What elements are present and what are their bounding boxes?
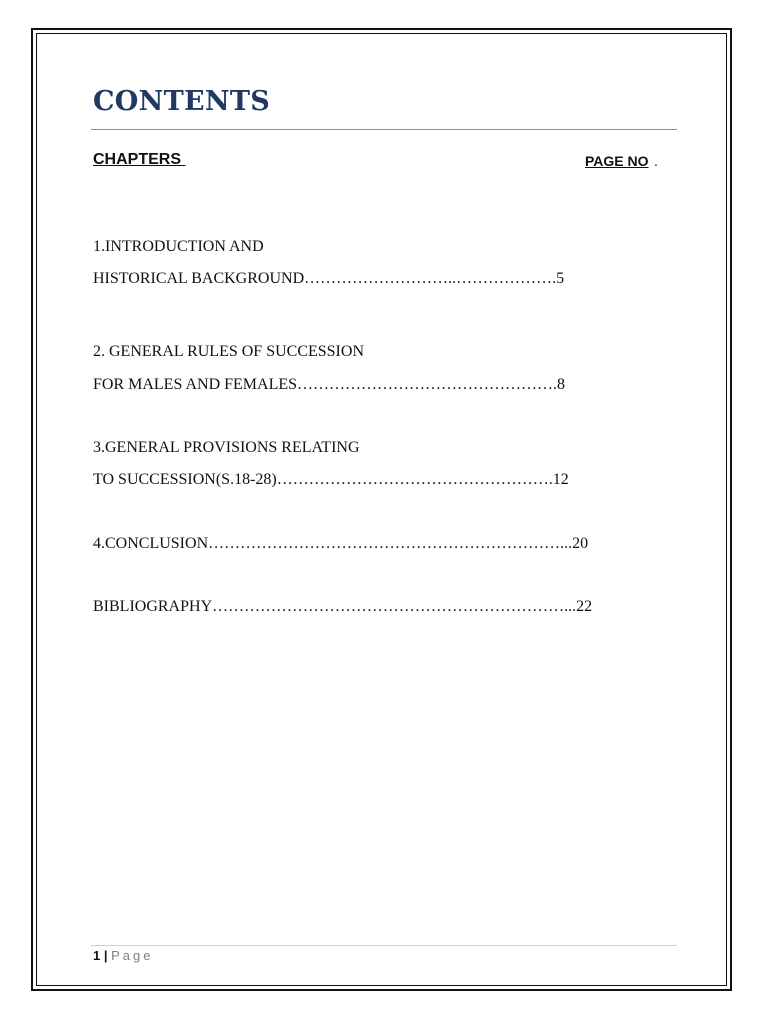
page-border-inner	[36, 33, 727, 986]
toc-entry-3-line-1: 3.GENERAL PROVISIONS RELATING	[93, 439, 360, 456]
page-no-column-heading: PAGE NO	[585, 153, 649, 169]
page-footer	[93, 948, 153, 963]
title-underline-rule	[91, 129, 677, 130]
toc-entry-4: 4.CONCLUSION…………………………………………………………...20	[93, 535, 589, 552]
toc-entry-bibliography: BIBLIOGRAPHY…………………………………………………………...22	[93, 598, 593, 615]
footer-separator: |	[100, 948, 112, 963]
toc-entry-1-line-2: HISTORICAL BACKGROUND………………………..……………….5	[93, 270, 565, 287]
chapters-column-heading: CHAPTERS	[93, 151, 186, 168]
page-no-heading-period: .	[654, 153, 658, 169]
footer-rule	[91, 945, 677, 946]
footer-page-word: Page	[111, 948, 154, 963]
toc-entry-2-line-1: 2. GENERAL RULES OF SUCCESSION	[93, 343, 364, 360]
footer-page-number: 1	[93, 948, 101, 963]
toc-entry-2-line-2: FOR MALES AND FEMALES………………………………………….8	[93, 376, 566, 393]
toc-entry-1-line-1: 1.INTRODUCTION AND	[93, 238, 264, 255]
page-title: CONTENTS	[93, 86, 271, 117]
toc-entry-3-line-2: TO SUCCESSION(S.18-28)…………………………………………….12	[93, 471, 569, 488]
